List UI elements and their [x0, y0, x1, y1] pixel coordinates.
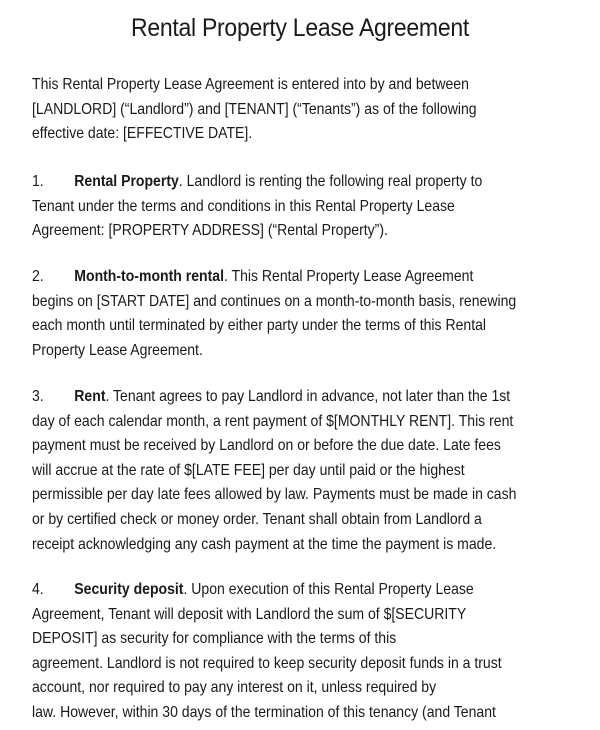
section-line: each month until terminated by either party under the terms of this Rental: [32, 317, 487, 335]
section-line: permissible per day late fees allowed by law. Payments must be made in cash: [32, 486, 517, 504]
intro-line: This Rental Property Lease Agreement is entered into by and between: [32, 76, 469, 93]
section-line: will accrue at the rate of $[LATE FEE] per day until paid or the highest: [32, 461, 465, 479]
section-line: account, nor required to pay any interest on it, unless required by: [32, 679, 437, 697]
document-title: Rental Property Lease Agreement: [131, 14, 469, 42]
section-rent: [32, 385, 523, 557]
section-heading: Month-to-month rental: [74, 268, 224, 285]
intro-line: [LANDLORD] (“Landlord”) and [TENANT] (“Tenants”) as of the following: [32, 100, 477, 118]
section-heading: Security deposit: [74, 581, 184, 598]
section-rental-property: [32, 170, 523, 244]
section-line: DEPOSIT] as security for compliance with the terms of this: [32, 630, 397, 648]
section-number: 1.: [32, 173, 44, 190]
section-text: . Landlord is renting the following real property to: [178, 173, 483, 190]
section-heading: Rent: [74, 388, 106, 405]
section-line: receipt acknowledging any cash payment at the time the payment is made.: [32, 535, 497, 553]
section-number: 4.: [32, 581, 44, 598]
section-month-to-month-rental: [32, 265, 523, 363]
section-text: . Tenant agrees to pay Landlord in advance, not later than the 1st: [105, 388, 511, 405]
section-number: 2.: [32, 268, 44, 285]
section-line: payment must be received by Landlord on or before the due date. Late fees: [32, 437, 501, 455]
intro-line: effective date: [EFFECTIVE DATE].: [32, 125, 253, 143]
intro-paragraph: [32, 73, 523, 147]
section-line: agreement. Landlord is not required to keep security deposit funds in a trust: [32, 654, 502, 672]
section-number: 3.: [32, 388, 44, 405]
section-first-line: [32, 578, 523, 603]
section-line: Agreement: [PROPERTY ADDRESS] (“Rental Property”).: [32, 222, 388, 240]
section-line: begins on [START DATE] and continues on a month-to-month basis, renewing: [32, 292, 517, 310]
section-line: Agreement, Tenant will deposit with Landlord the sum of $[SECURITY: [32, 605, 467, 623]
section-heading: Rental Property: [74, 173, 179, 190]
section-first-line: [32, 385, 523, 410]
section-line: day of each calendar month, a rent payment of $[MONTHLY RENT]. This rent: [32, 412, 514, 430]
section-line: or by certified check or money order. Tenant shall obtain from Landlord a: [32, 510, 482, 528]
section-security-deposit: [32, 578, 523, 726]
section-first-line: [32, 265, 523, 290]
section-line: Tenant under the terms and conditions in this Rental Property Lease: [32, 197, 455, 215]
section-line: law. However, within 30 days of the termination of this tenancy (and Tenant: [32, 703, 496, 721]
section-text: . Upon execution of this Rental Property Lease: [183, 581, 474, 598]
section-text: . This Rental Property Lease Agreement: [223, 268, 474, 285]
section-first-line: [32, 170, 523, 195]
section-line: Property Lease Agreement.: [32, 341, 203, 359]
